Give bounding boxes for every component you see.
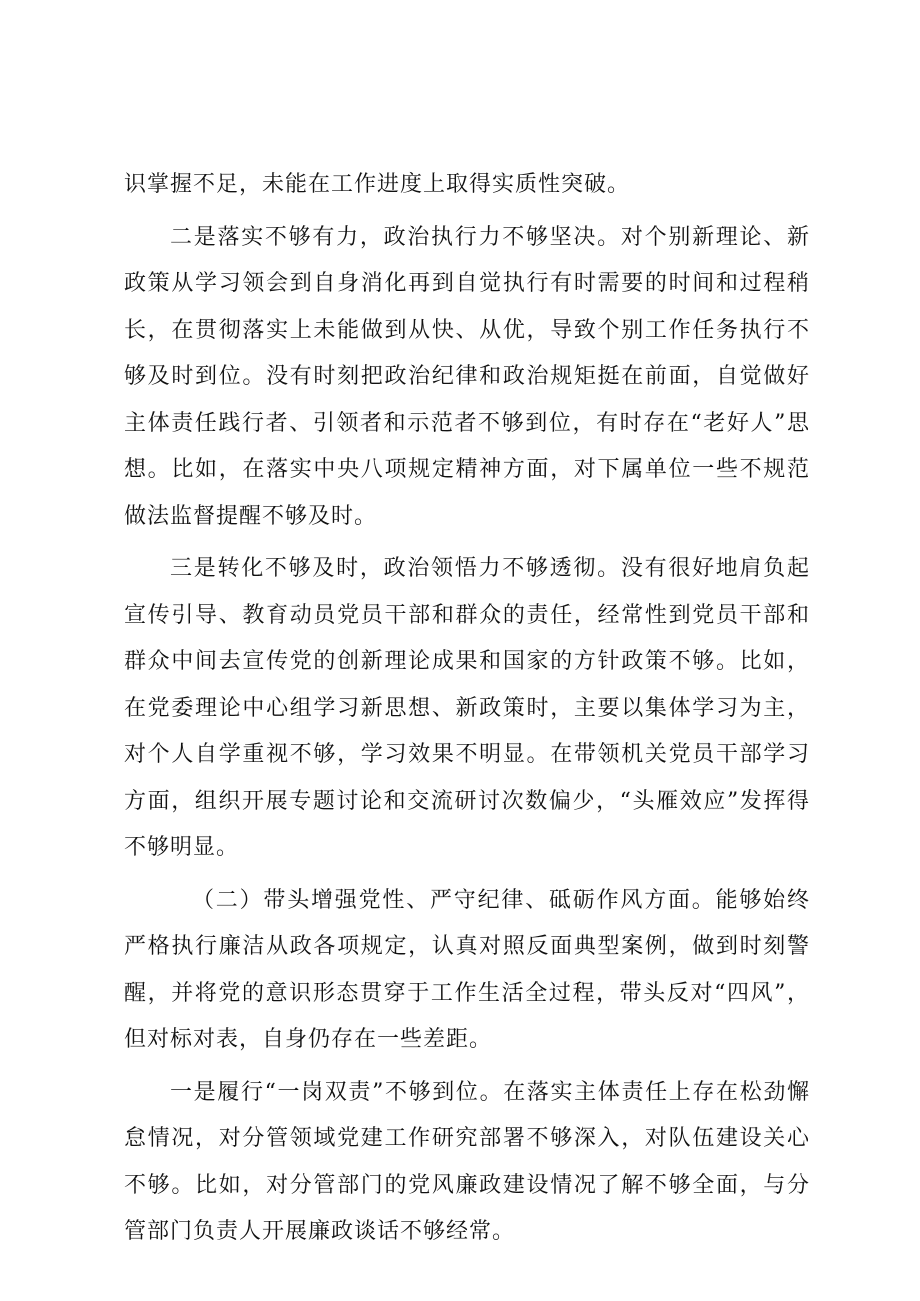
section-heading-two: （二）带头增强党性、严守纪律、砥砺作风方面。能够始终严格执行廉洁从政各项规定，认真对照反面典型案例，做到时刻警醒，并将党的意识形态贯穿于工作生活全过程，带头反对“四风”，但对标对表，自身仍存在一些差距。 xyxy=(124,887,810,1052)
paragraph-continuation: 识掌握不足，未能在工作进度上取得实质性突破。 xyxy=(124,172,631,197)
document-body xyxy=(124,162,810,1262)
paragraph-point-two: 二是落实不够有力，政治执行力不够坚决。对个别新理论、新政策从学习领会到自身消化再到自觉执行有时需要的时间和过程稍长，在贯彻落实上未能做到从快、从优，导致个别工作任务执行不够及时到位。没有时刻把政治纪律和政治规矩挺在前面，自觉做好主体责任践行者、引领者和示范者不够到位，有时存在“老好人”思想。比如，在落实中央八项规定精神方面，对下属单位一些不规范做法监督提醒不够及时。 xyxy=(124,224,810,529)
paragraph-point-three: 三是转化不够及时，政治领悟力不够透彻。没有很好地肩负起宣传引导、教育动员党员干部和群众的责任，经常性到党员干部和群众中间去宣传党的创新理论成果和国家的方针政策不够。比如，在党委理论中心组学习新思想、新政策时，主要以集体学习为主，对个人自学重视不够，学习效果不明显。在带领机关党员干部学习方面，组织开展专题讨论和交流研讨次数偏少，“头雁效应”发挥得不够明显。 xyxy=(124,556,810,860)
paragraph-point-one: 一是履行“一岗双责”不够到位。在落实主体责任上存在松劲懈怠情况，对分管领域党建工作研究部署不够深入，对队伍建设关心不够。比如，对分管部门的党风廉政建设情况了解不够全面，与分管部门负责人开展廉政谈话不够经常。 xyxy=(124,1079,810,1244)
